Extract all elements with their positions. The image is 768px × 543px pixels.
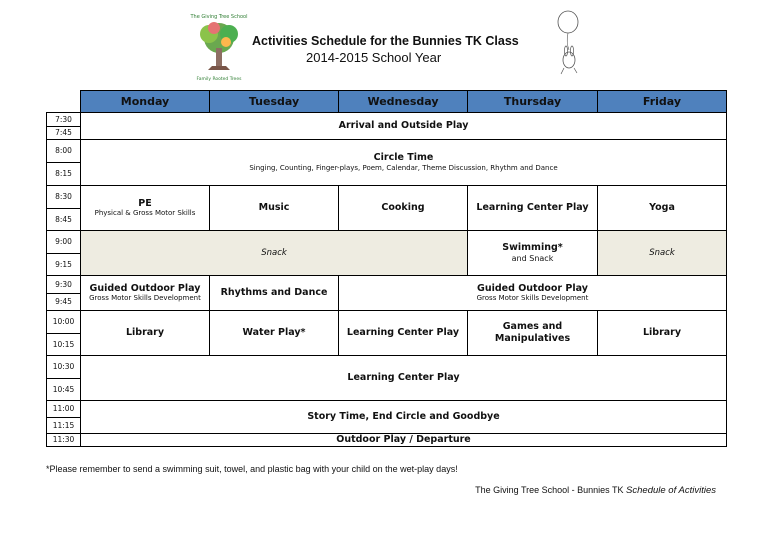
time-cell: 10:45 xyxy=(47,379,81,401)
activity-cooking: Cooking xyxy=(339,186,468,231)
school-logo xyxy=(190,12,248,84)
activity-snack-friday xyxy=(598,231,727,276)
pe-label: PE xyxy=(138,197,152,209)
activity-circle-time xyxy=(81,140,727,186)
activity-yoga: Yoga xyxy=(598,186,727,231)
day-header-thursday: Thursday xyxy=(468,91,598,113)
time-cell: 10:00 xyxy=(47,311,81,334)
activity-learning-center-all: Learning Center Play xyxy=(81,356,727,401)
time-cell: 10:30 xyxy=(47,356,81,379)
table-row xyxy=(47,140,727,163)
activity-arrival: Arrival and Outside Play xyxy=(81,113,727,140)
table-row xyxy=(47,356,727,379)
schedule-table xyxy=(46,90,727,447)
activity-learning-center-thursday: Learning Center Play xyxy=(468,186,598,231)
snack-label: Snack xyxy=(261,248,287,259)
time-cell: 7:30 xyxy=(47,113,81,127)
swimming-label: Swimming* xyxy=(502,241,563,253)
activity-water-play: Water Play* xyxy=(210,311,339,356)
footer-school: The Giving Tree School - Bunnies TK xyxy=(475,485,624,495)
table-row xyxy=(47,434,727,447)
time-cell: 9:15 xyxy=(47,254,81,276)
activity-library-monday: Library xyxy=(81,311,210,356)
activity-swimming xyxy=(468,231,598,276)
day-header-monday: Monday xyxy=(81,91,210,113)
table-row xyxy=(47,113,727,127)
guided-outdoor-wed-fri-label: Guided Outdoor Play xyxy=(477,282,588,294)
time-cell: 11:00 xyxy=(47,401,81,418)
activity-outdoor-departure: Outdoor Play / Departure xyxy=(81,434,727,447)
day-header-friday: Friday xyxy=(598,91,727,113)
time-cell: 8:00 xyxy=(47,140,81,163)
pe-detail: Physical & Gross Motor Skills xyxy=(94,209,196,218)
swimming-note: *Please remember to send a swimming suit, towel, and plastic bag with your child on the wet-play days! xyxy=(46,464,458,474)
day-header-wednesday: Wednesday xyxy=(339,91,468,113)
snack-friday-label: Snack xyxy=(649,248,675,259)
time-cell: 8:15 xyxy=(47,163,81,186)
corner-cell xyxy=(47,91,81,113)
time-cell: 9:45 xyxy=(47,294,81,311)
table-row xyxy=(47,311,727,334)
activity-guided-outdoor-monday xyxy=(81,276,210,311)
time-cell: 9:30 xyxy=(47,276,81,294)
activity-story-time: Story Time, End Circle and Goodbye xyxy=(81,401,727,434)
time-cell: 7:45 xyxy=(47,127,81,140)
activity-rhythms-dance: Rhythms and Dance xyxy=(210,276,339,311)
swimming-detail: and Snack xyxy=(511,253,554,263)
table-row xyxy=(47,186,727,209)
guided-outdoor-monday-label: Guided Outdoor Play xyxy=(89,282,201,294)
guided-outdoor-wed-fri-detail: Gross Motor Skills Development xyxy=(476,294,589,303)
activity-music: Music xyxy=(210,186,339,231)
bunny-balloon-illustration xyxy=(548,10,588,78)
activity-games-manipulatives: Games and Manipulatives xyxy=(468,311,598,356)
table-row xyxy=(47,276,727,294)
guided-outdoor-monday-detail: Gross Motor Skills Development xyxy=(89,294,201,303)
time-cell: 11:30 xyxy=(47,434,81,447)
page-subtitle: 2014-2015 School Year xyxy=(306,50,442,65)
activity-guided-outdoor-wed-fri xyxy=(339,276,727,311)
activity-learning-center-wednesday: Learning Center Play xyxy=(339,311,468,356)
logo-bottom-text: Family Rooted Trees xyxy=(196,77,242,82)
footer-doc-title: Schedule of Activities xyxy=(626,485,716,496)
time-cell: 10:15 xyxy=(47,334,81,356)
table-header-row xyxy=(47,91,727,113)
time-cell: 8:30 xyxy=(47,186,81,209)
day-header-tuesday: Tuesday xyxy=(210,91,339,113)
activity-snack xyxy=(81,231,468,276)
table-row xyxy=(47,401,727,418)
page-title: Activities Schedule for the Bunnies TK Class xyxy=(252,34,519,48)
table-row xyxy=(47,231,727,254)
circle-time-label: Circle Time xyxy=(373,152,434,164)
time-cell: 8:45 xyxy=(47,209,81,231)
page-footer xyxy=(475,485,716,496)
activity-library-friday: Library xyxy=(598,311,727,356)
time-cell: 11:15 xyxy=(47,418,81,434)
logo-top-text: The Giving Tree School xyxy=(190,14,248,20)
time-cell: 9:00 xyxy=(47,231,81,254)
circle-time-detail: Singing, Counting, Finger-plays, Poem, Calendar, Theme Discussion, Rhythm and Dance xyxy=(249,163,558,172)
activity-pe xyxy=(81,186,210,231)
